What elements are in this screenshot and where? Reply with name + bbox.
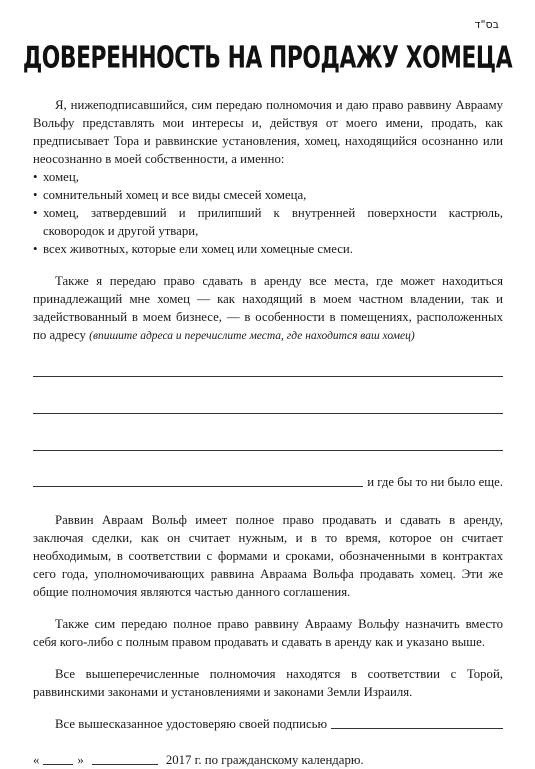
date-open-quote: « [33, 753, 40, 767]
substitute-paragraph: Также сим передаю полное право раввину Аврааму Вольфу назначить вместо себя кого-либо с полным правом продавать и сдавать в аренду как и указано выше. [33, 617, 503, 649]
signature-line[interactable] [331, 728, 503, 729]
places-hint: (впишите адреса и перечислите места, где находится ваш хомец) [89, 330, 415, 342]
list-item: • хомец, затвердевший и прилипший к внутренней поверхности кастрюль, сковородок и другой утвари, [33, 204, 503, 240]
date-suffix: 2017 г. по гражданскому календарю. [165, 753, 364, 767]
hametz-list [33, 168, 503, 258]
places-tail: и где бы то ни было еще. [367, 475, 503, 489]
list-item: • всех животных, которые ели хомец или хомецные смеси. [33, 240, 503, 258]
signature-row [33, 715, 503, 733]
places-text: Также я передаю право сдавать в аренду все места, где может находиться принадлежащий мне хомец — как находящий в моем частном владении, так и задействованный в моем бизнесе, — в особенности в помещениях, расположенных по адресу [33, 274, 503, 342]
day-field[interactable] [43, 764, 73, 765]
hebrew-mark: בס"ד [474, 18, 499, 31]
date-row [33, 751, 503, 769]
document-body [33, 96, 503, 769]
law-paragraph: Все вышеперечисленные полномочия находятся в соответствии с Торой, раввинскими законами и установлениями и законами Земли Израиля. [33, 667, 503, 699]
date-close-quote: » [77, 753, 84, 767]
page-title: ДОВЕРЕННОСТЬ НА ПРОДАЖУ ХОМЕЦА [22, 40, 513, 75]
list-item: • сомнительный хомец и все виды смесей хомеца, [33, 186, 503, 204]
places-paragraph [33, 272, 503, 345]
signature-label: Все вышесказанное удостоверяю своей подписью [55, 717, 328, 731]
rights-paragraph: Раввин Авраам Вольф имеет полное право продавать и сдавать в аренду, заключая сделки, как он считает нужным, и в то время, которое он считает необходимым, в соответствии с формами и сроками, обозначенными в контрактах сего года, уполномочивающих раввина Авраама Вольфа продавать хомец. Эти же общие полномочия являются частью данного соглашения. [33, 513, 503, 599]
intro-paragraph: Я, нижеподписавшийся, сим передаю полномочия и даю право раввину Аврааму Вольфу представлять мои интересы и, действуя от моего имени, продать, как предписывает Тора и раввинские установления, хомец, находящийся осознанно или неосознанно в моей собственности, а именно: [33, 98, 503, 166]
list-item: • хомец, [33, 168, 503, 186]
address-line-4[interactable] [33, 486, 363, 487]
address-line-4-row [33, 473, 503, 491]
month-field[interactable] [92, 764, 158, 765]
